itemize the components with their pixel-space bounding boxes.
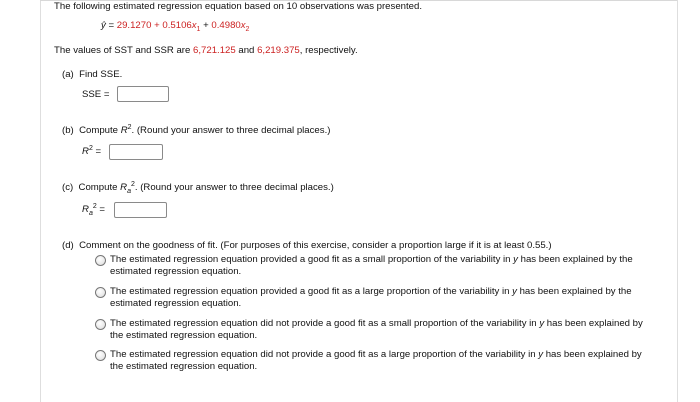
adj-r-squared-input[interactable] — [114, 202, 167, 218]
part-c-prompt-post: . (Round your answer to three decimal places.) — [134, 182, 334, 193]
part-d-heading — [62, 240, 552, 251]
coef-x1-value: 0.5106 — [162, 20, 192, 31]
x1-subscript: 1 — [196, 25, 201, 33]
part-b-prompt-pre: Compute — [79, 125, 119, 136]
part-c-heading — [62, 182, 334, 193]
part-d-prompt: Comment on the goodness of fit. (For purposes of this exercise, consider a proportion large if it is at least 0.55.) — [79, 240, 552, 251]
part-b-r-symbol: R — [120, 125, 128, 136]
part-c-label: (c) — [62, 182, 74, 193]
option-4-text — [110, 349, 650, 373]
sse-field-label: SSE = — [82, 89, 110, 100]
plus-sign-1: + — [154, 20, 160, 31]
part-b-prompt-post: . (Round your answer to three decimal places.) — [131, 125, 331, 136]
r-squared-r: R — [82, 146, 89, 157]
option-2-text — [110, 286, 675, 310]
r-squared-field-label — [82, 146, 101, 157]
option-2-pre: The estimated regression equation provided a good fit as a large proportion of the variability in — [110, 286, 510, 297]
part-a-heading — [62, 69, 122, 80]
part-c-r-symbol: R — [120, 182, 128, 193]
adj-r-squared-r: R — [82, 204, 89, 215]
part-b-heading — [62, 125, 330, 136]
radio-option-2[interactable] — [95, 287, 106, 298]
x2-variable: x — [240, 20, 246, 31]
sst-value: 6,721.125 — [193, 45, 236, 56]
option-1-text — [110, 254, 675, 278]
r-squared-input[interactable] — [109, 144, 163, 160]
option-3-text — [110, 318, 650, 342]
adj-r-squared-sub: a — [88, 209, 93, 217]
option-3-post: has been explained by the estimated regression equation. — [110, 318, 643, 341]
option-2-var: y — [512, 286, 517, 297]
adj-r-squared-eq: = — [99, 204, 106, 215]
option-4-post: has been explained by the estimated regression equation. — [110, 349, 642, 372]
part-b-label: (b) — [62, 125, 74, 136]
part-a-label: (a) — [62, 69, 74, 80]
option-4-pre: The estimated regression equation did not provide a good fit as a large proportion of the variability in — [110, 349, 536, 360]
option-3-pre: The estimated regression equation did not provide a good fit as a small proportion of the variability in — [110, 318, 537, 329]
sst-ssr-mid: and — [238, 45, 255, 56]
radio-option-1[interactable] — [95, 255, 106, 266]
part-d-label: (d) — [62, 240, 74, 251]
equals-sign: = — [108, 20, 115, 31]
option-1-var: y — [513, 254, 518, 265]
part-c-prompt-pre: Compute — [78, 182, 118, 193]
option-1-pre: The estimated regression equation provided a good fit as a small proportion of the variability in — [110, 254, 511, 265]
x2-subscript: 2 — [245, 25, 250, 33]
ssr-value: 6,219.375 — [257, 45, 300, 56]
part-c-r-exponent: 2 — [130, 180, 135, 188]
intercept-value: 29.1270 — [116, 20, 152, 31]
part-a-prompt: Find SSE. — [79, 69, 123, 80]
sst-ssr-pre: The values of SST and SSR are — [54, 45, 191, 56]
r-squared-exp: 2 — [88, 144, 93, 152]
radio-option-3[interactable] — [95, 319, 106, 330]
yhat-symbol: ŷ — [101, 20, 106, 31]
left-border — [40, 0, 41, 402]
x1-variable: x — [191, 20, 197, 31]
option-1-post: has been explained by the estimated regression equation. — [110, 254, 633, 277]
adj-r-squared-exp: 2 — [92, 202, 97, 210]
sse-input[interactable] — [117, 86, 169, 102]
sst-ssr-post: , respectively. — [299, 45, 358, 56]
regression-equation — [101, 20, 249, 31]
adj-r-squared-field-label — [82, 204, 105, 215]
plus-sign-2: + — [203, 20, 209, 31]
sst-ssr-statement — [54, 45, 358, 56]
option-2-post: has been explained by the estimated regression equation. — [110, 286, 632, 309]
coef-x2-value: 0.4980 — [211, 20, 241, 31]
radio-option-4[interactable] — [95, 350, 106, 361]
option-4-var: y — [538, 349, 544, 360]
right-border — [677, 0, 678, 402]
option-3-var: y — [539, 318, 545, 329]
part-b-r-exponent: 2 — [127, 123, 132, 131]
intro-text: The following estimated regression equation based on 10 observations was presented. — [54, 1, 422, 12]
part-c-r-subscript: a — [127, 187, 131, 195]
r-squared-eq: = — [95, 146, 102, 157]
